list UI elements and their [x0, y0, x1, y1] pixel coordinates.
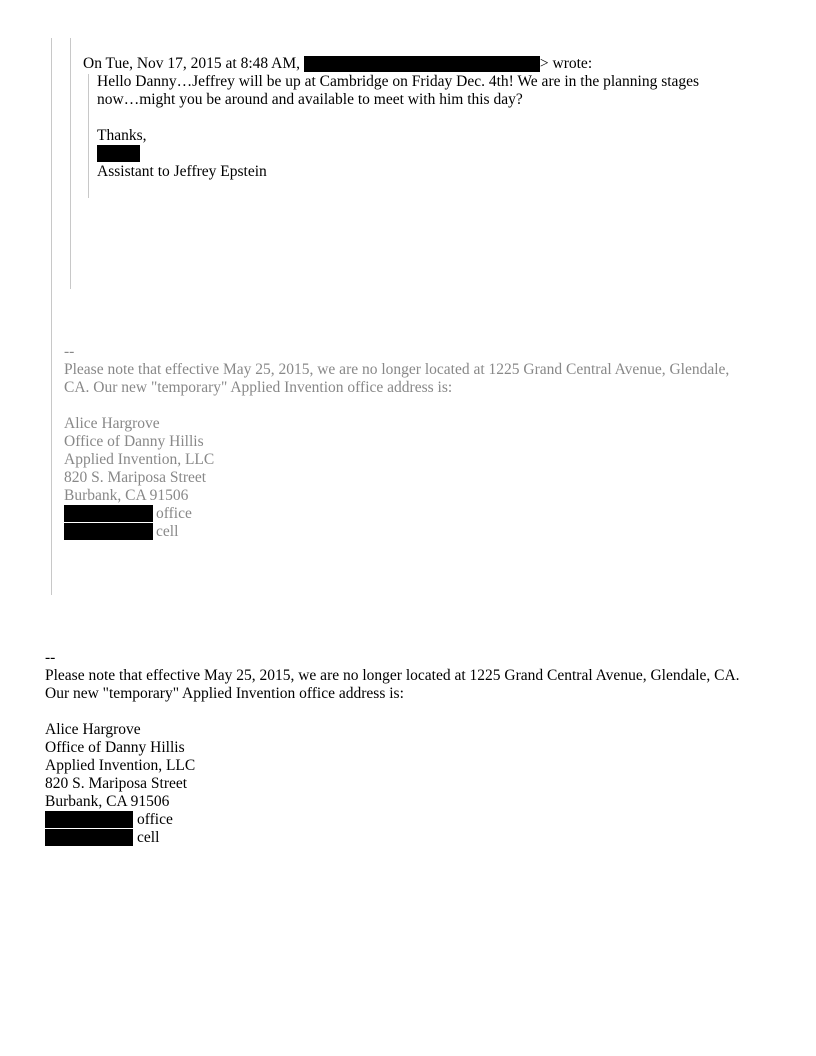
quoted-signature-note-line-2: CA. Our new "temporary" Applied Invention office address is:	[64, 379, 453, 396]
message-line-2: now…might you be around and available to meet with him this day?	[97, 91, 523, 108]
quoted-signature-dashes: --	[64, 343, 75, 360]
quoted-signature-street: 820 S. Mariposa Street	[64, 469, 207, 486]
quoted-signature-name: Alice Hargrove	[64, 415, 160, 432]
signature-name: Alice Hargrove	[45, 721, 141, 738]
signature	[45, 649, 740, 847]
quoted-header-prefix: On Tue, Nov 17, 2015 at 8:48 AM,	[83, 55, 301, 72]
quoted-signature-city: Burbank, CA 91506	[64, 487, 189, 504]
quote-bar-inner	[88, 74, 89, 198]
quoted-signature-office-of: Office of Danny Hillis	[64, 433, 204, 450]
redacted-sender-email	[304, 56, 540, 72]
message-line-1: Hello Danny…Jeffrey will be up at Cambridge on Friday Dec. 4th! We are in the planning stages	[97, 73, 700, 90]
quote-bar-middle	[70, 38, 71, 289]
redacted-office-phone	[45, 811, 133, 828]
signature-street: 820 S. Mariposa Street	[45, 775, 188, 792]
signature-company: Applied Invention, LLC	[45, 757, 196, 774]
redacted-sender-name	[97, 145, 140, 162]
signature-office-of: Office of Danny Hillis	[45, 739, 185, 756]
signature-note-line-2: Our new "temporary" Applied Invention office address is:	[45, 685, 404, 702]
redacted-cell-phone	[45, 829, 133, 846]
quoted-signature	[64, 343, 729, 541]
redacted-office-phone	[64, 505, 153, 522]
signature-city: Burbank, CA 91506	[45, 793, 170, 810]
quoted-signature-company: Applied Invention, LLC	[64, 451, 215, 468]
quoted-signature-office-label: office	[156, 505, 192, 522]
quote-bar-outer	[51, 38, 52, 595]
quoted-header	[83, 55, 592, 73]
signature-office-label: office	[137, 811, 173, 828]
quoted-header-suffix: > wrote:	[539, 55, 593, 72]
message-body	[97, 73, 699, 181]
quoted-signature-cell-label: cell	[156, 523, 179, 540]
signature-dashes: --	[45, 649, 56, 666]
redacted-cell-phone	[64, 523, 153, 540]
message-thanks: Thanks,	[97, 127, 147, 144]
signature-cell-label: cell	[137, 829, 160, 846]
message-sender-title: Assistant to Jeffrey Epstein	[97, 163, 267, 180]
quoted-signature-note-line-1: Please note that effective May 25, 2015, we are no longer located at 1225 Grand Central Avenue, Glendale,	[64, 361, 730, 378]
signature-note-line-1: Please note that effective May 25, 2015, we are no longer located at 1225 Grand Central Avenue, Glendale, CA.	[45, 667, 740, 684]
